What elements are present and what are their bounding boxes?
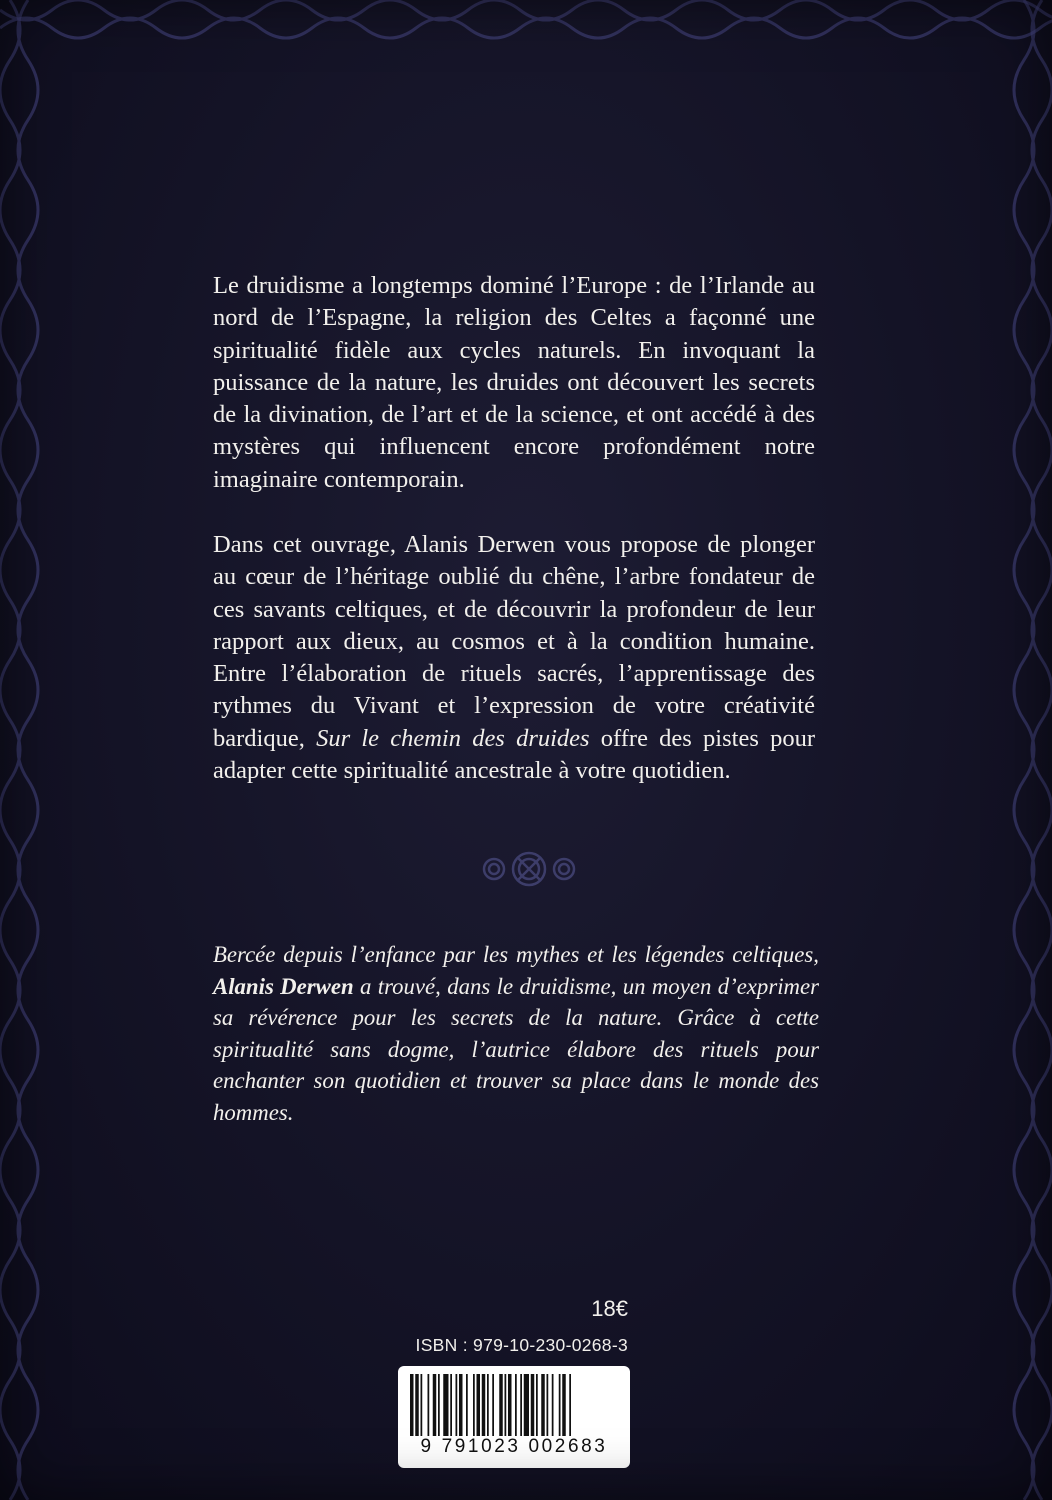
description-paragraph-2 (213, 529, 815, 787)
celtic-border-left (0, 0, 40, 1500)
author-name: Alanis Derwen (213, 973, 354, 999)
celtic-border-top (0, 0, 1052, 40)
price: 18€ (591, 1296, 628, 1321)
celtic-knot-ornament-icon (474, 843, 584, 895)
description-paragraph-1: Le druidisme a longtemps dominé l’Europe : de l’Irlande au nord de l’Espagne, la religion des Celtes a façonné une spiritualité fidèle aux cycles naturels. En invoquant la puissance de la nature, les druides ont découvert les secrets de la divination, de l’art et de la science, et ont accédé à des mystères qui influencent encore profondément notre imaginaire contemporain. (213, 272, 815, 493)
bio-text-end: a trouvé, dans le druidisme, un moyen d’exprimer sa révérence pour les secrets de la nature. Grâce à cette spiritualité sans dogme, l’autrice élabore des rituels pour enchanter son quotidien et trouver sa place dans le monde des hommes. (213, 973, 819, 1125)
paragraph-2-text-start: Dans cet ouvrage, Alanis Derwen vous propose de plonger au cœur de l’héritage oublié du chêne, l’arbre fondateur de ces savants celtiques, et de découvrir la profondeur de leur rapport aux dieux, au cosmos et à la condition humaine. Entre l’élaboration de rituels sacrés, l’apprentissage des rythmes du Vivant et l’expression de votre créativité bardique, (213, 531, 815, 752)
celtic-border-right (1012, 0, 1052, 1500)
author-bio (213, 939, 819, 1128)
barcode-digits: 9 791023 002683 (420, 1436, 608, 1457)
paragraph-2-text-end: offre des pistes pour adapter cette spiritualité ancestrale à votre quotidien. (213, 724, 815, 785)
isbn: ISBN : 979-10-230-0268-3 (415, 1335, 628, 1355)
barcode (398, 1366, 630, 1468)
book-title-italic: Sur le chemin des druides (316, 724, 590, 752)
bio-text-start: Bercée depuis l’enfance par les mythes et les légendes celtiques, (213, 942, 819, 967)
barcode-bars (410, 1374, 618, 1436)
